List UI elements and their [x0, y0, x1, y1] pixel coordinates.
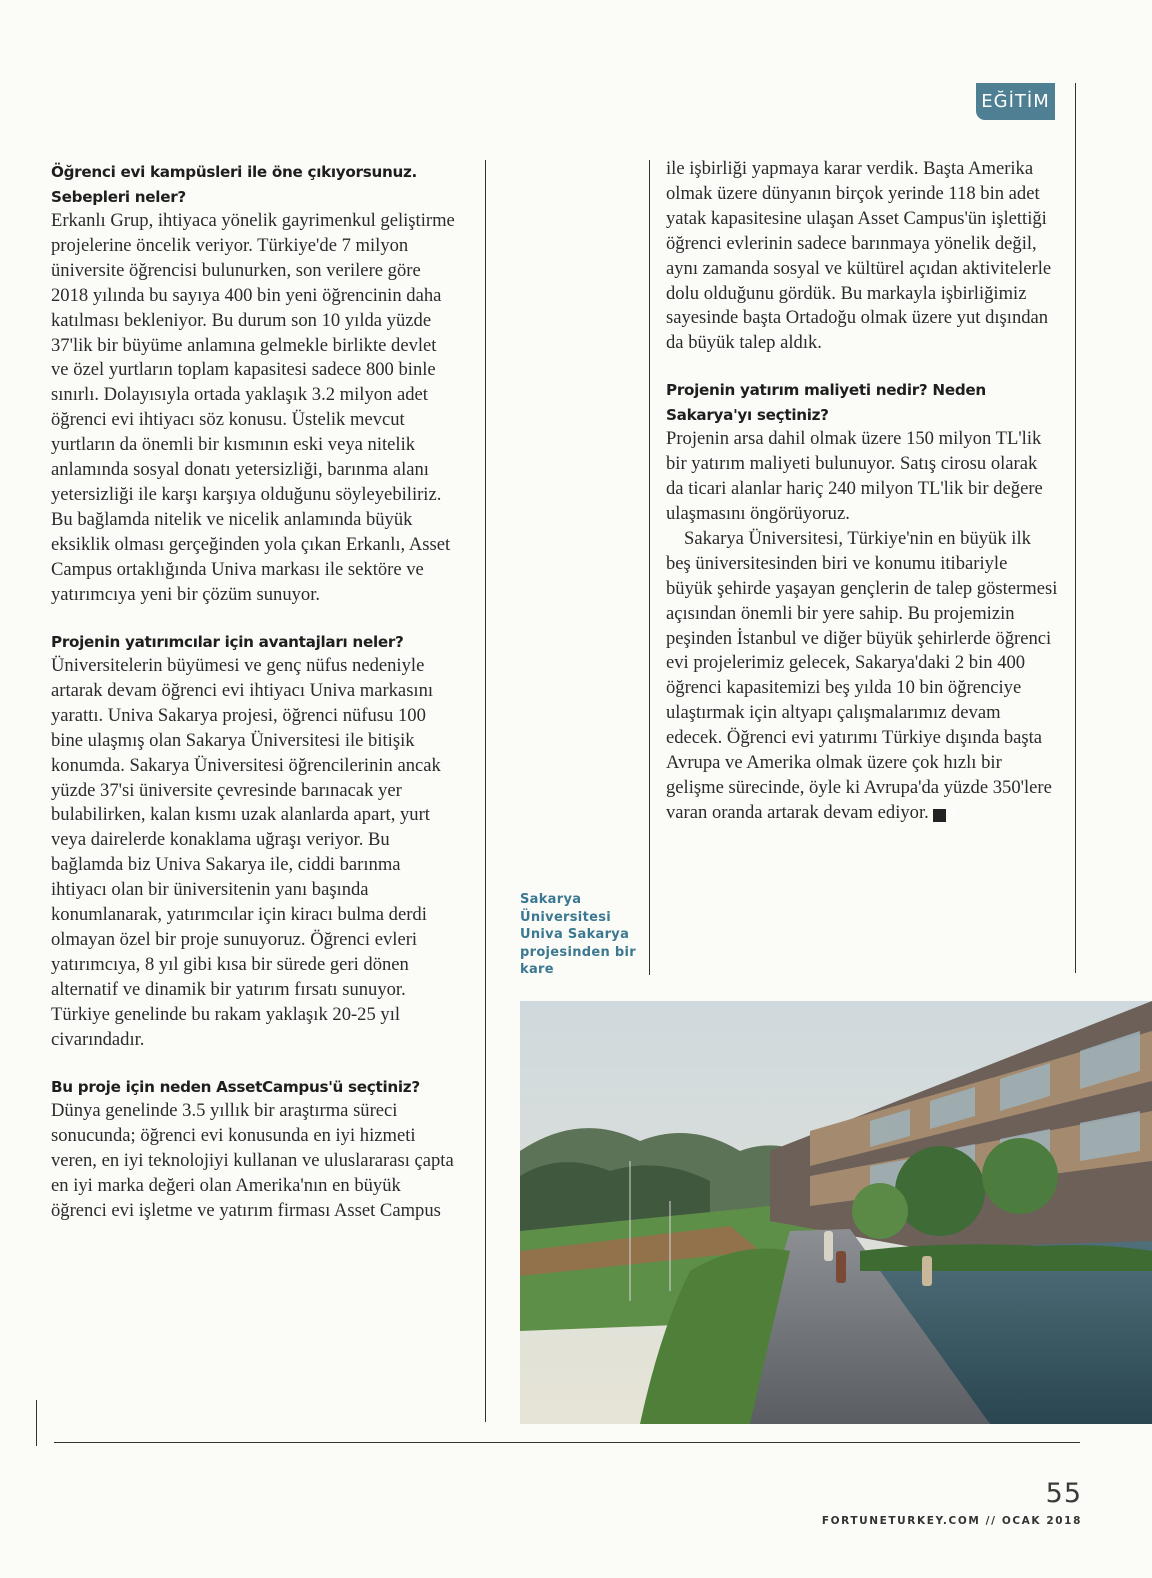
footer-site: FORTUNETURKEY.COM [821, 1515, 981, 1527]
page-left-rule [36, 1400, 37, 1446]
right-edge-rule [1075, 83, 1076, 973]
answer-paragraph: Üniversitelerin büyümesi ve genç nüfus nedeniyle artarak devam öğrenci evi ihtiyacı Univa markasını yarattı. Univa Sakarya projesi, öğrenci nüfusu 100 bine ulaşmış olan Sakarya Üniversitesi ile bitişik konumda. Sakarya Üniversitesi öğrencilerinin ancak yüzde 37'si üniversite çevresinde barınacak yer bulabilirken, kalan kısmı uzak alanlarda apart, yurt veya dairelerde konaklama uğraşı veriyor. Bu bağlamda biz Univa Sakarya ile, ciddi barınma ihtiyacı olan bir üniversitenin yanı başında konumlanarak, yatırımcılar için kiracı bulma derdi olmayan özel bir proje sunuyoruz. Öğrenci evleri yatırımcıya, 8 yıl gibi kısa bir sürede geri dönen alternatif ve dinamik bir yatırım fırsatı sunuyor. Türkiye genelinde bu rakam yaklaşık 20-25 yıl civarındadır. [51, 655, 441, 1050]
question-heading: Bu proje için neden AssetCampus'ü seçtiniz? [51, 1077, 420, 1096]
photo-caption: Sakarya Üniversitesi Univa Sakarya projesinden bir kare [520, 892, 636, 977]
question-heading: Projenin yatırım maliyeti nedir? Neden Sakarya'yı seçtiniz? [666, 381, 986, 424]
question-heading: Öğrenci evi kampüsleri ile öne çıkıyorsunuz. Sebepleri neler? [51, 163, 418, 206]
answer-paragraph: Erkanlı Grup, ihtiyaca yönelik gayrimenkul geliştirme projelerine öncelik veriyor. Türkiye'de 7 milyon üniversite öğrencisi bulunurken, son verilere göre 2018 yılında bu sayıya 400 bin yeni öğrencinin daha katılması bekleniyor. Bu durum son 10 yılda yüzde 37'lik bir büyüme anlamına gelmekle birlikte devlet ve özel yurtların toplam kapasitesi sadece 800 binle sınırlı. Dolayısıyla ortada yaklaşık 3.2 milyon adet öğrenci evi ihtiyacı söz konusu. Üstelik mevcut yurtların da önemli bir kısmının eski veya nitelik anlamında sosyal donatı yetersizliği, barınma alanı yetersizliği ile karşı karşıya olduğunu söyleyebiliriz. Bu bağlamda nitelik ve nicelik anlamında büyük eksiklik olması gerçeğinden yola çıkan Erkanlı, Asset Campus ortaklığında Univa markası ile sektöre ve yatırımcıya yeni bir çözüm sunuyor. [51, 210, 455, 605]
project-rendering-image [520, 1001, 1152, 1424]
answer-text: Sakarya Üniversitesi, Türkiye'nin en büyük ilk beş üniversitesinden biri ve konumu itibariyle büyük şehirde yaşayan gençlerin de talep göstermesi açısından önemli bir yere sahip. Bu projemizin peşinden İstanbul ve diğer büyük şehirlerde öğrenci evi projelerimiz gelecek, Sakarya'daki 2 bin 400 öğrenci kapasitemizi beş yılda 10 bin öğrenciye ulaştırmak için altyapı çalışmalarımız devam edecek. Öğrenci evi yatırımı Türkiye dışında başta Avrupa ve Amerika olmak üzere çok hızlı bir gelişme sürecinde, öyle ki Avrupa'da yüzde 350'lere varan oranda artarak devam ediyor. [666, 527, 1058, 823]
column-rule-right [649, 160, 650, 975]
footer-credit [820, 1515, 1082, 1527]
answer-paragraph: Dünya genelinde 3.5 yıllık bir araştırma süreci sonucunda; öğrenci evi konusunda en iyi hizmeti veren, en iyi teknolojiyi kullanan ve uluslararası çapta en iyi marka değeri olan Amerika'nın en büyük öğrenci evi işletme ve yatırım firması Asset Campus [51, 1100, 454, 1221]
section-tab: EĞİTİM [976, 83, 1055, 120]
left-column [51, 160, 457, 1224]
end-mark-icon: F [933, 809, 946, 822]
answer-paragraph: Projenin arsa dahil olmak üzere 150 milyon TL'lik bir yatırım maliyeti bulunuyor. Satış cirosu olarak da ticari alanlar hariç 240 milyon TL'lik bir değere ulaşmasını öngörüyoruz. [666, 428, 1043, 524]
footer-rule [54, 1442, 1080, 1443]
footer-separator: // [985, 1515, 997, 1527]
column-rule-left [485, 160, 486, 1422]
footer-issue: OCAK 2018 [1001, 1515, 1082, 1527]
right-column [666, 157, 1058, 826]
question-heading: Projenin yatırımcılar için avantajları neler? [51, 632, 404, 651]
answer-paragraph: ile işbirliği yapmaya karar verdik. Başta Amerika olmak üzere dünyanın birçok yerinde 118 bin adet yatak kapasitesine ulaşan Asset Campus'ün işlettiği öğrenci evlerinin sadece barınmaya yönelik değil, aynı zamanda sosyal ve kültürel açıdan aktivitelerle dolu olduğunu gördük. Bu markayla işbirliğimiz sayesinde başta Ortadoğu olmak üzere yut dışından da büyük talep aldık. [666, 158, 1052, 354]
page-number: 55 [1045, 1478, 1082, 1509]
answer-paragraph [666, 527, 1058, 826]
